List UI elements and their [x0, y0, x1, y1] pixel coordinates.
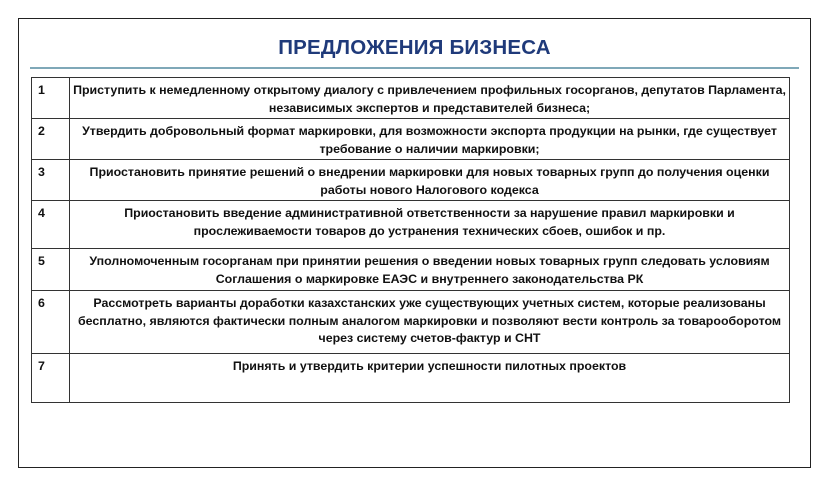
proposals-table	[31, 77, 790, 403]
table-row	[32, 249, 790, 291]
row-number: 5	[32, 249, 70, 291]
row-text: Уполномоченным госорганам при принятии решения о введении новых товарных групп следовать условиям Соглашения о маркировке ЕАЭС и внутреннего законодательства РК	[70, 249, 790, 291]
row-number: 6	[32, 291, 70, 354]
row-number: 4	[32, 201, 70, 249]
row-text: Приступить к немедленному открытому диалогу с привлечением профильных госорганов, депутатов Парламента, независимых экспертов и представителей бизнеса;	[70, 78, 790, 119]
table-row	[32, 119, 790, 160]
row-text: Утвердить добровольный формат маркировки, для возможности экспорта продукции на рынки, где существует требование о наличии маркировки;	[70, 119, 790, 160]
page-title: ПРЕДЛОЖЕНИЯ БИЗНЕСА	[278, 36, 551, 59]
row-number: 2	[32, 119, 70, 160]
slide-frame	[18, 18, 811, 468]
title-underline	[30, 67, 799, 69]
row-text: Принять и утвердить критерии успешности пилотных проектов	[70, 354, 790, 403]
table-row	[32, 201, 790, 249]
table-row	[32, 291, 790, 354]
row-number: 1	[32, 78, 70, 119]
table-row	[32, 354, 790, 403]
row-number: 7	[32, 354, 70, 403]
row-number: 3	[32, 160, 70, 201]
row-text: Приостановить принятие решений о внедрении маркировки для новых товарных групп до получения оценки работы нового Налогового кодекса	[70, 160, 790, 201]
row-text: Приостановить введение административной ответственности за нарушение правил маркировки и прослеживаемости товаров до устранения технических сбоев, ошибок и пр.	[70, 201, 790, 249]
table-row	[32, 160, 790, 201]
row-text: Рассмотреть варианты доработки казахстанских уже существующих учетных систем, которые реализованы бесплатно, являются фактически полным аналогом маркировки и позволяют вести контроль за товарооборотом через систему счетов-фактур и СНТ	[70, 291, 790, 354]
table-row	[32, 78, 790, 119]
